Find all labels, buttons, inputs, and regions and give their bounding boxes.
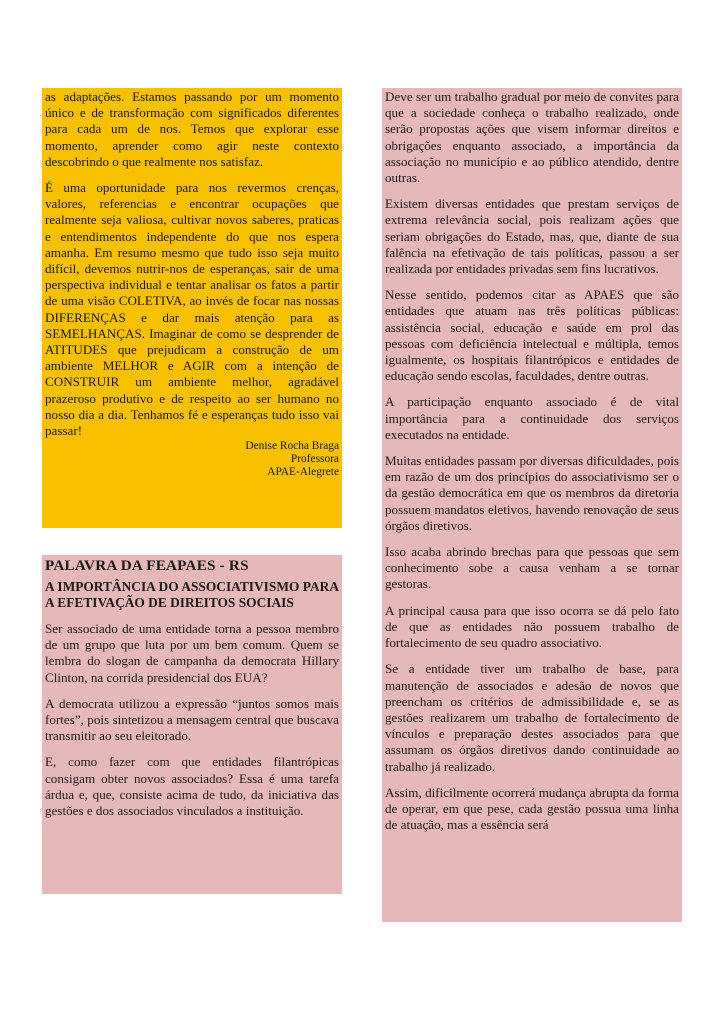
paragraph: A democrata utilizou a expressão “juntos somos mais fortes”, pois sintetizou a mensagem central que buscava transmitir ao seu eleitorado. (45, 695, 339, 744)
paragraph: É uma oportunidade para nos revermos crenças, valores, referencias e encontrar ocupações que realmente seja valiosa, cultivar novos saberes, praticas e entendimentos independente do que nos espera amanha. Em resumo mesmo que tudo isso seja muito difícil, devemos nutrir-nos de esperanças, sair de uma perspectiva individual e tentar analisar os fatos a partir de uma visão COLETIVA, ao invés de focar nas nossas DIFERENÇAS e dar mais atenção para as SEMELHANÇAS. Imaginar de como se desprender de ATITUDES que prejudicam a construção de um ambiente MELHOR e AGIR com a intenção de CONSTRUIR um ambiente melhor, agradável prazeroso produtivo e de respeito ao ser humano no nosso dia a dia. Tenhamos fé e esperanças tudo isso vai passar! (45, 180, 339, 439)
paragraph: Assim, dificilmente ocorrerá mudança abrupta da forma de operar, em que pese, cada gestão possua uma linha de atuação, mas a essência será (385, 784, 679, 833)
article-subtitle: A IMPORTÂNCIA DO ASSOCIATIVISMO PARA A EFETIVAÇÃO DE DIREITOS SOCIAIS (45, 579, 339, 610)
paragraph: Isso acaba abrindo brechas para que pessoas que sem conhecimento sobe a causa venham a se tornar gestoras. (385, 544, 679, 592)
section-title: PALAVRA DA FEAPAES - RS (45, 557, 249, 574)
paragraph: A participação enquanto associado é de vital importância para a continuidade dos serviços executados na entidade. (385, 394, 679, 442)
paragraph: Muitas entidades passam por diversas dificuldades, pois em razão de um dos princípios do associativismo ser o da gestão democrática em que os membros da diretoria possuem mandatos eletivos, havendo renovação de seus órgãos diretivos. (385, 453, 679, 533)
article-continuation-box (42, 88, 342, 528)
feapaes-article-box (42, 555, 342, 894)
author-org: APAE-Alegrete (267, 466, 339, 479)
paragraph: Existem diversas entidades que prestam serviços de extrema relevância social, pois realizam ações que seriam obrigações do Estado, mas, que, diante de sua falência na efetivação de tais políticas, passou a ser realizada por entidades privadas sem fins lucrativos. (385, 196, 679, 277)
author-role: Professora (290, 453, 339, 466)
author-signature (45, 440, 339, 479)
paragraph: as adaptações. Estamos passando por um momento único e de transformação com significados diferentes para cada um de nos. Temos que explorar esse momento, aprender como agir neste contexto descobrindo o que realmente nos satisfaz. (45, 89, 339, 169)
paragraph: E, como fazer com que entidades filantrópicas consigam obter novos associados? Essa é uma tarefa árdua e, que, consiste acima de tudo, da iniciativa das gestões e dos associados vinculados a instituição. (45, 754, 339, 819)
paragraph: Deve ser um trabalho gradual por meio de convites para que a sociedade conheça o trabalho realizado, onde serão propostas ações que visem informar direitos e obrigações enquanto associado, a importância da associação no município e ao público atendido, dentre outras. (385, 89, 679, 186)
paragraph: Ser associado de uma entidade torna a pessoa membro de um grupo que luta por um bem comum. Quem se lembra do slogan de campanha da democrata Hillary Clinton, na corrida presidencial dos EUA? (45, 621, 339, 685)
paragraph: Se a entidade tiver um trabalho de base, para manutenção de associados e adesão de novos que preencham os critérios de admissibilidade e, se as gestões realizarem um trabalho de fortalecimento de vínculos e preparação destes associados para que assumam os órgãos diretivos dando continuidade ao trabalho já realizado. (385, 661, 679, 774)
paragraph: Nesse sentido, podemos citar as APAES que são entidades que atuam nas três políticas públicas: assistência social, educação e saúde em prol das pessoas com deficiência intelectual e múltipla, temos igualmente, os hospitais filantrópicos e entidades de educação sendo escolas, faculdades, dentre outras. (385, 287, 679, 384)
article-right-column (382, 88, 682, 922)
author-name: Denise Rocha Braga (245, 440, 339, 453)
paragraph: A principal causa para que isso ocorra se dá pelo fato de que as entidades não possuem trabalho de fortalecimento de seu quadro associativo. (385, 602, 679, 651)
